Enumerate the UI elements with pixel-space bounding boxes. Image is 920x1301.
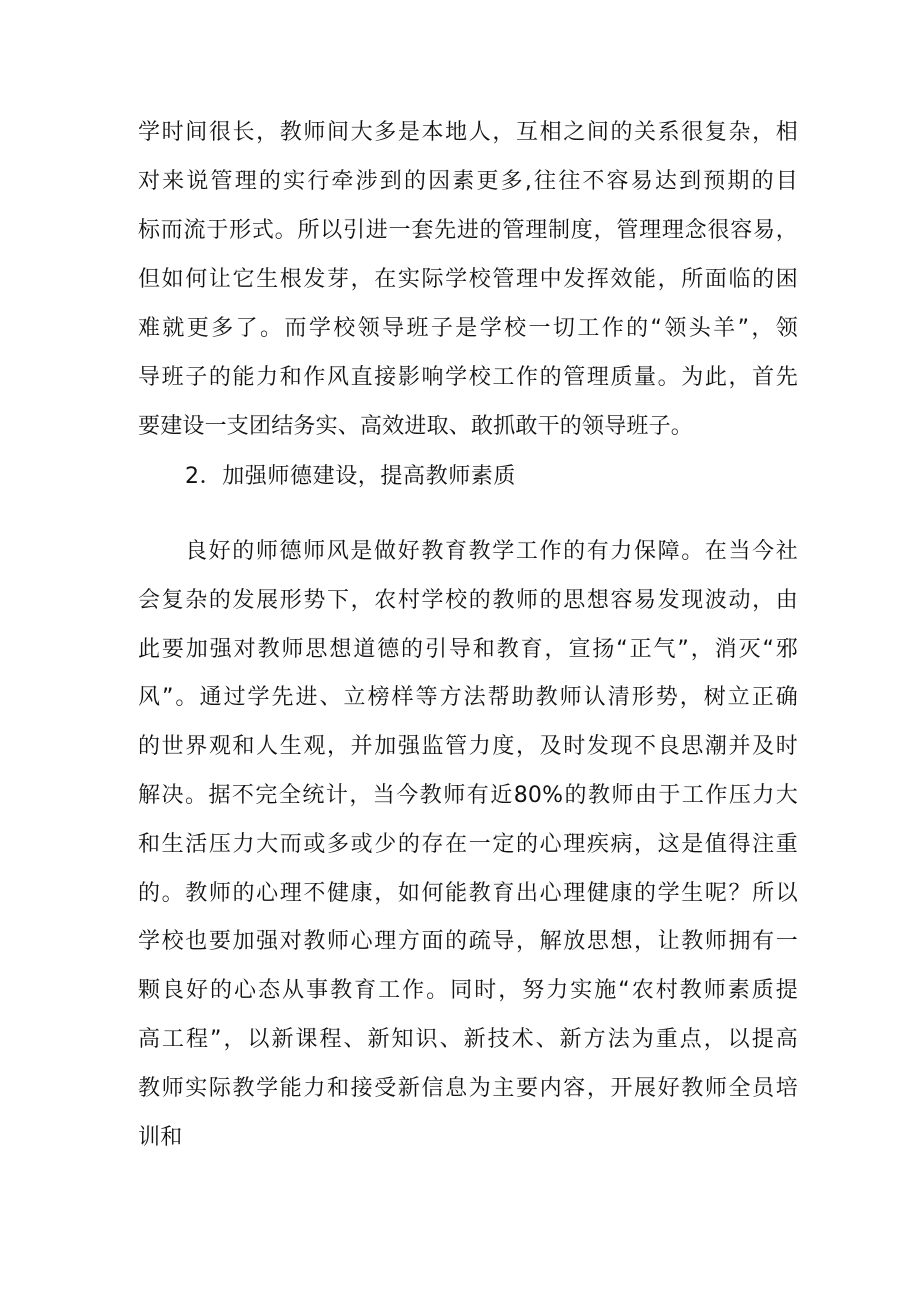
text-line: 学校也要加强对教师心理方面的疏导，解放思想，让教师拥有一 xyxy=(138,929,798,955)
section-heading: 2．加强师德建设，提高教师素质 xyxy=(185,464,516,489)
text-line: 学时间很长，教师间大多是本地人，互相之间的关系很复杂，相 xyxy=(138,120,798,145)
text-line: 颗良好的心态从事教育工作。同时，努力实施“农村教师素质提 xyxy=(138,978,798,1004)
text-line: 风”。通过学先进、立榜样等方法帮助教师认清形势，树立正确 xyxy=(138,685,798,711)
text-line: 高工程”，以新课程、新知识、新技术、新方法为重点，以提高 xyxy=(138,1027,798,1052)
text-line: 难就更多了。而学校领导班子是学校一切工作的“领头羊”，领 xyxy=(138,316,798,341)
text-line: 此要加强对教师思想道德的引导和教育，宣扬“正气”，消灭“邪 xyxy=(138,636,798,662)
text-line: 和生活压力大而或多或少的存在一定的心理疾病，这是值得注重 xyxy=(138,831,798,857)
text-line: 训和 xyxy=(138,1124,183,1150)
text-line: 解决。据不完全统计，当今教师有近80%的教师由于工作压力大 xyxy=(138,783,798,808)
text-line: 要建设一支团结务实、高效进取、敢抓敢干的领导班子。 xyxy=(138,414,694,439)
text-line: 标而流于形式。所以引进一套先进的管理制度，管理理念很容易， xyxy=(138,218,798,243)
text-line: 会复杂的发展形势下，农村学校的教师的思想容易发现波动，由 xyxy=(138,587,798,613)
text-line: 良好的师德师风是做好教育教学工作的有力保障。在当今社 xyxy=(185,539,798,564)
text-line: 导班子的能力和作风直接影响学校工作的管理质量。为此，首先 xyxy=(138,365,798,390)
text-line: 但如何让它生根发芽，在实际学校管理中发挥效能，所面临的困 xyxy=(138,267,798,292)
text-line: 的。教师的心理不健康，如何能教育出心理健康的学生呢？所以 xyxy=(138,880,798,906)
text-line: 教师实际教学能力和接受新信息为主要内容，开展好教师全员培 xyxy=(138,1075,798,1101)
text-line: 对来说管理的实行牵涉到的因素更多,往往不容易达到预期的目 xyxy=(138,169,798,194)
text-line: 的世界观和人生观，并加强监管力度，及时发现不良思潮并及时 xyxy=(138,734,798,760)
